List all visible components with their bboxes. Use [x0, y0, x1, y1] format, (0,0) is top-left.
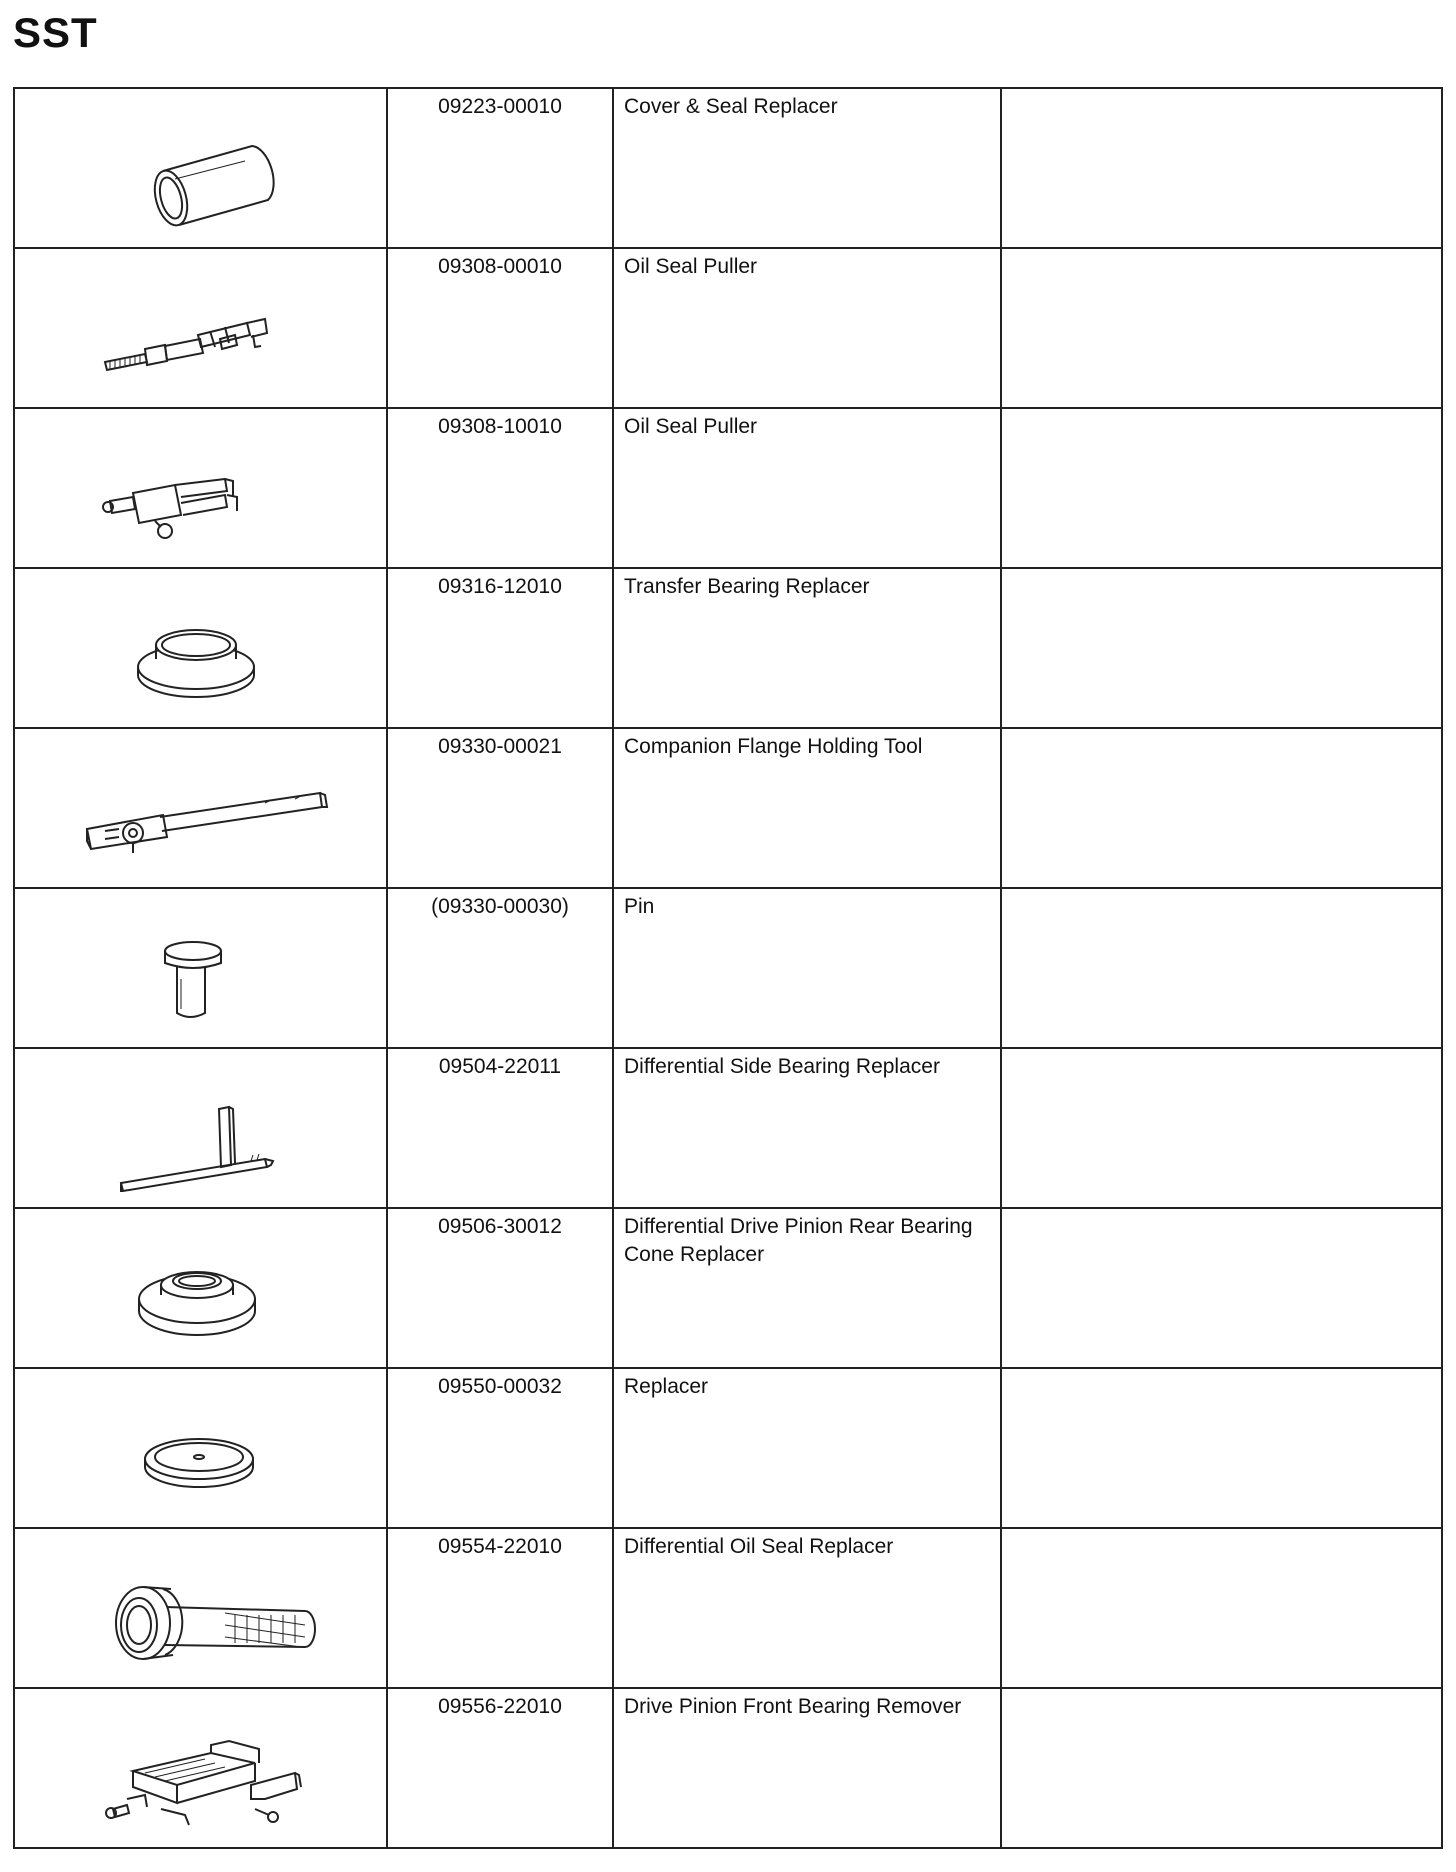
table-row — [14, 728, 1442, 888]
flanged-ring-icon — [15, 569, 386, 727]
tool-name-cell — [613, 568, 1001, 728]
table-row — [14, 248, 1442, 408]
t-bar-icon — [15, 1049, 386, 1207]
part-number-cell — [387, 408, 613, 568]
note-cell — [1001, 1528, 1442, 1688]
note-cell — [1001, 1048, 1442, 1208]
part-number-cell — [387, 248, 613, 408]
tool-image-cell — [14, 88, 387, 248]
part-number-cell — [387, 1528, 613, 1688]
tool-image-cell — [14, 248, 387, 408]
handled-replacer-icon — [15, 1529, 386, 1687]
part-number-cell — [387, 728, 613, 888]
slide-hammer-puller-icon — [15, 249, 386, 407]
note-cell — [1001, 888, 1442, 1048]
tool-name-cell — [613, 888, 1001, 1048]
tool-image-cell — [14, 888, 387, 1048]
flat-disc-icon — [15, 1369, 386, 1527]
tool-image-cell — [14, 1368, 387, 1528]
table-row — [14, 408, 1442, 568]
tool-name-cell — [613, 248, 1001, 408]
table-row — [14, 1528, 1442, 1688]
tool-name: Differential Oil Seal Replacer — [624, 1535, 894, 1558]
tool-name-cell — [613, 1048, 1001, 1208]
note-cell — [1001, 248, 1442, 408]
part-number: 09556-22010 — [438, 1695, 562, 1718]
tool-name: Differential Drive Pinion Rear Bearing Cone Replacer — [624, 1215, 973, 1266]
tool-image-cell — [14, 1528, 387, 1688]
sst-table — [13, 87, 1443, 1849]
part-number: 09506-30012 — [438, 1215, 562, 1238]
stepped-ring-icon — [15, 1209, 386, 1367]
tool-name: Pin — [624, 895, 655, 918]
tool-name: Transfer Bearing Replacer — [624, 575, 870, 598]
tool-name: Differential Side Bearing Replacer — [624, 1055, 940, 1078]
table-row — [14, 1208, 1442, 1368]
part-number: 09504-22011 — [438, 1055, 562, 1078]
note-cell — [1001, 1208, 1442, 1368]
tool-name-cell — [613, 728, 1001, 888]
table-row — [14, 568, 1442, 728]
part-number-cell — [387, 888, 613, 1048]
table-row — [14, 88, 1442, 248]
claw-puller-icon — [15, 409, 386, 567]
pin-icon — [15, 889, 386, 1047]
tool-name-cell — [613, 1688, 1001, 1848]
tool-name: Replacer — [624, 1375, 709, 1398]
tool-image-cell — [14, 728, 387, 888]
part-number: 09223-00010 — [438, 95, 562, 118]
tool-image-cell — [14, 568, 387, 728]
part-number-cell — [387, 1048, 613, 1208]
tool-name-cell — [613, 1368, 1001, 1528]
note-cell — [1001, 1688, 1442, 1848]
tool-image-cell — [14, 1048, 387, 1208]
tool-name-cell — [613, 1208, 1001, 1368]
cylinder-sleeve-icon — [15, 89, 386, 247]
part-number: 09316-12010 — [438, 575, 562, 598]
tool-image-cell — [14, 1208, 387, 1368]
tool-name: Drive Pinion Front Bearing Remover — [624, 1695, 962, 1718]
tool-name: Oil Seal Puller — [624, 415, 758, 438]
holding-bar-icon — [15, 729, 386, 887]
table-row — [14, 1048, 1442, 1208]
part-number: 09308-00010 — [438, 255, 562, 278]
note-cell — [1001, 728, 1442, 888]
part-number-cell — [387, 568, 613, 728]
part-number: 09308-10010 — [438, 415, 562, 438]
part-number: 09330-00021 — [438, 735, 562, 758]
part-number: 09554-22010 — [438, 1535, 562, 1558]
part-number: (09330-00030) — [431, 895, 569, 918]
table-row — [14, 1688, 1442, 1848]
part-number-cell — [387, 88, 613, 248]
page-title: SST — [13, 9, 98, 56]
bearing-remover-icon — [15, 1689, 386, 1847]
part-number-cell — [387, 1688, 613, 1848]
tool-name: Companion Flange Holding Tool — [624, 735, 923, 758]
table-row — [14, 888, 1442, 1048]
part-number-cell — [387, 1208, 613, 1368]
part-number: 09550-00032 — [438, 1375, 562, 1398]
note-cell — [1001, 88, 1442, 248]
tool-name: Oil Seal Puller — [624, 255, 758, 278]
tool-name-cell — [613, 408, 1001, 568]
part-number-cell — [387, 1368, 613, 1528]
tool-name: Cover & Seal Replacer — [624, 95, 838, 118]
note-cell — [1001, 408, 1442, 568]
tool-name-cell — [613, 88, 1001, 248]
tool-name-cell — [613, 1528, 1001, 1688]
note-cell — [1001, 568, 1442, 728]
tool-image-cell — [14, 408, 387, 568]
tool-image-cell — [14, 1688, 387, 1848]
note-cell — [1001, 1368, 1442, 1528]
table-row — [14, 1368, 1442, 1528]
